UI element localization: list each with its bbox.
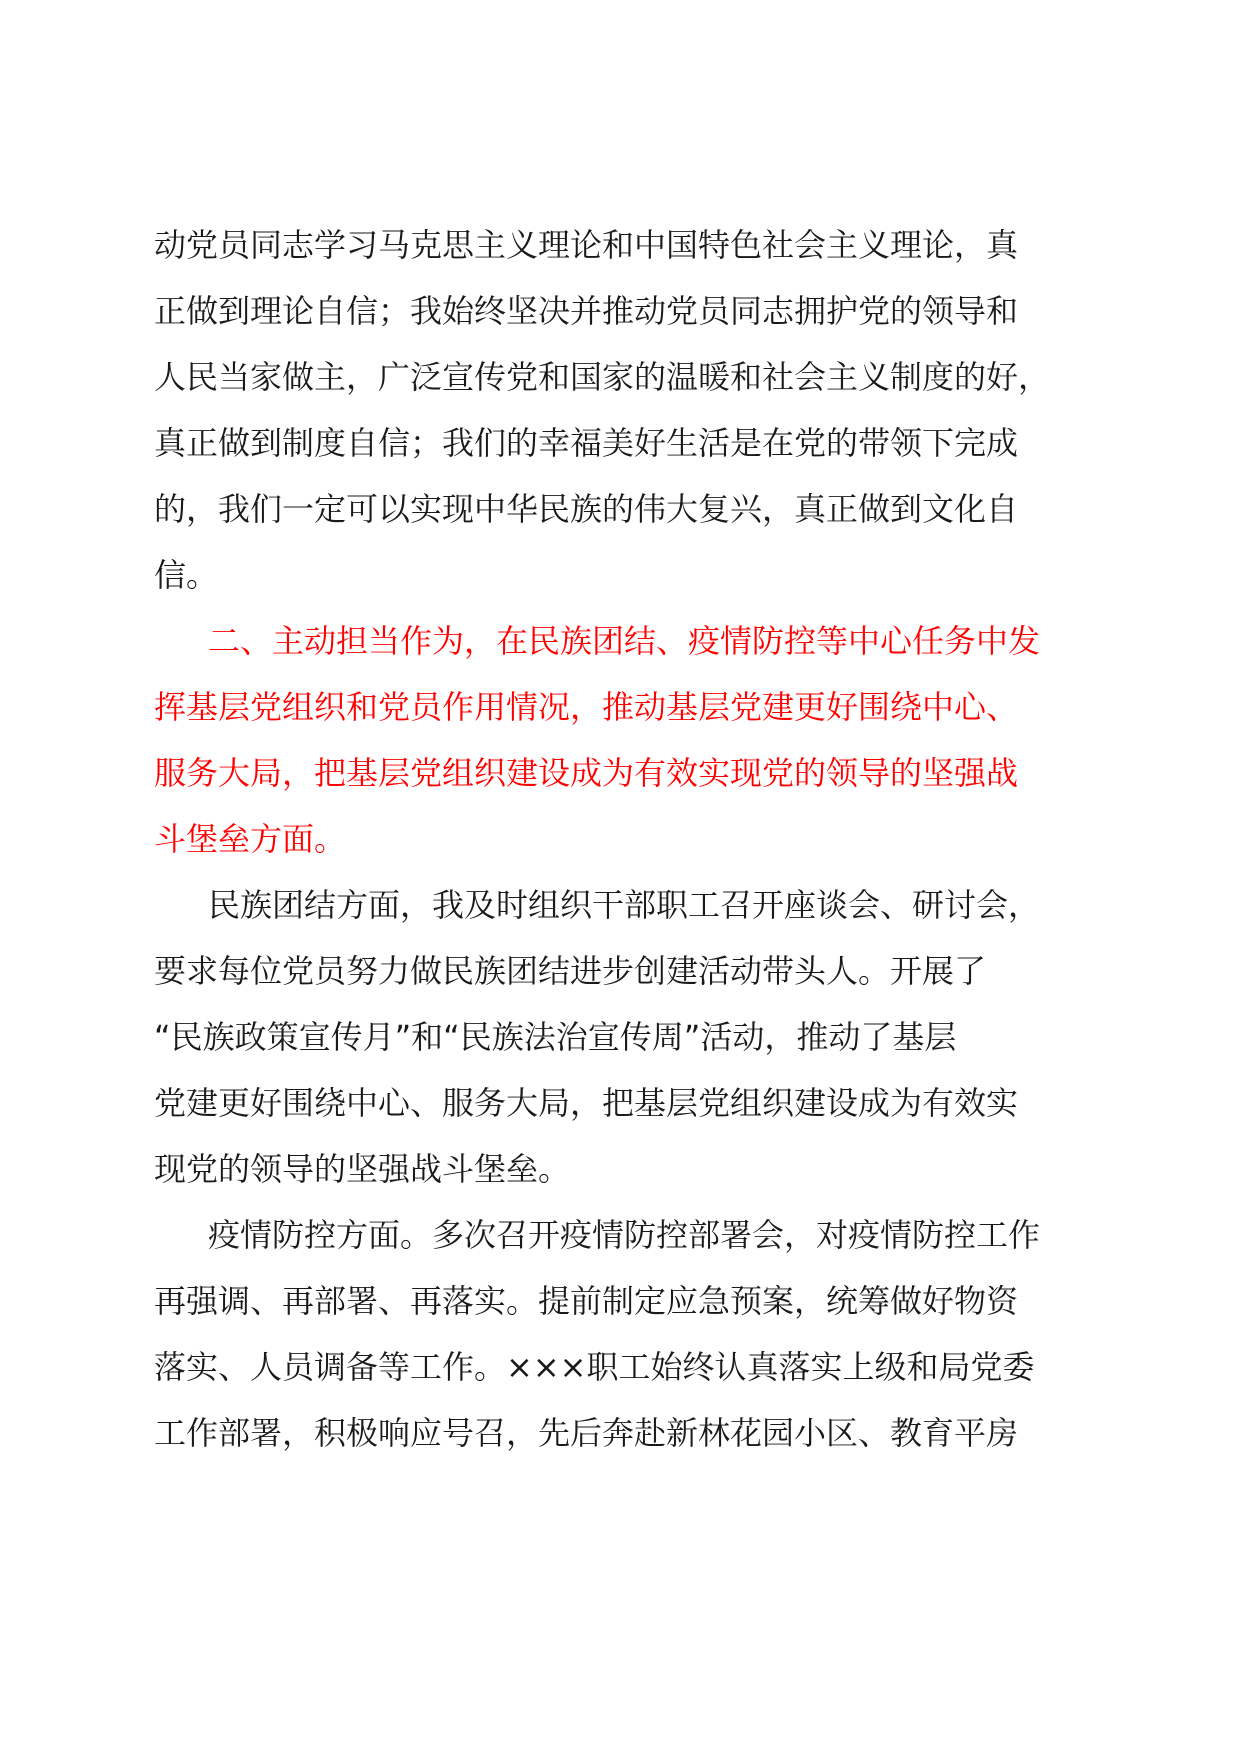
document-body <box>154 212 1090 1466</box>
heading-line: 服务大局，把基层党组织建设成为有效实现党的领导的坚强战 <box>154 754 1019 792</box>
heading-line: 斗堡垒方面。 <box>154 820 347 858</box>
text-line: “民族政策宣传月”和“民族法治宣传周”活动，推动了基层 <box>154 1018 957 1056</box>
paragraph-ethnic-unity <box>154 872 1090 1202</box>
text-line: 信。 <box>154 556 219 594</box>
text-line: 正做到理论自信；我始终坚决并推动党员同志拥护党的领导和 <box>154 292 1019 330</box>
text-line: 党建更好围绕中心、服务大局，把基层党组织建设成为有效实 <box>154 1084 1019 1122</box>
text-line: 人民当家做主，广泛宣传党和国家的温暖和社会主义制度的好， <box>154 358 1051 396</box>
text-line: 真正做到制度自信；我们的幸福美好生活是在党的带领下完成 <box>154 424 1019 462</box>
text-line: 落实、人员调备等工作。×××职工始终认真落实上级和局党委 <box>154 1348 1035 1386</box>
text-line: 再强调、再部署、再落实。提前制定应急预案，统筹做好物资 <box>154 1282 1019 1320</box>
section-heading <box>154 608 1090 872</box>
heading-line: 挥基层党组织和党员作用情况，推动基层党建更好围绕中心、 <box>154 688 1019 726</box>
text-line: 民族团结方面，我及时组织干部职工召开座谈会、研讨会， <box>208 886 1041 924</box>
heading-line: 二、主动担当作为，在民族团结、疫情防控等中心任务中发 <box>208 622 1041 660</box>
text-line: 现党的领导的坚强战斗堡垒。 <box>154 1150 571 1188</box>
text-line: 动党员同志学习马克思主义理论和中国特色社会主义理论，真 <box>154 226 1019 264</box>
text-line: 工作部署，积极响应号召，先后奔赴新林花园小区、教育平房 <box>154 1414 1019 1452</box>
text-line: 要求每位党员努力做民族团结进步创建活动带头人。开展了 <box>154 952 987 990</box>
paragraph-theory-confidence <box>154 212 1090 608</box>
paragraph-epidemic-control <box>154 1202 1090 1466</box>
text-line: 的，我们一定可以实现中华民族的伟大复兴，真正做到文化自 <box>154 490 1019 528</box>
text-line: 疫情防控方面。多次召开疫情防控部署会，对疫情防控工作 <box>208 1216 1041 1254</box>
